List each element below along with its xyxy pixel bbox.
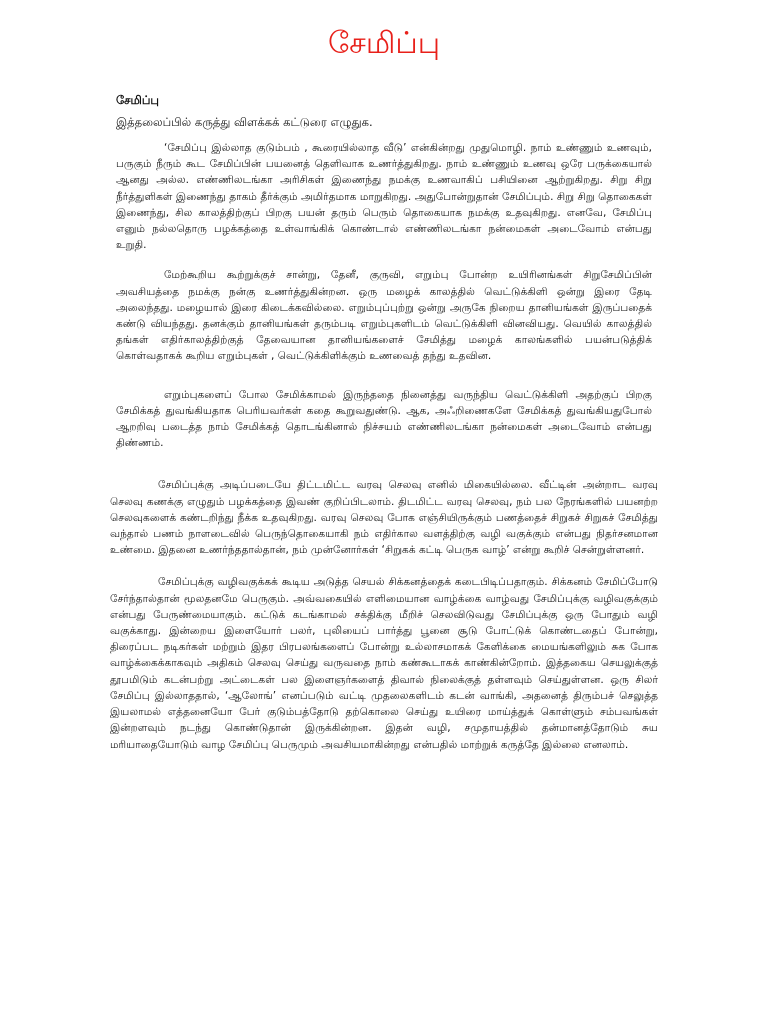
essay-paragraph-2: மேற்கூறிய கூற்றுக்குச் சான்று, தேனீ, குருவி, எறும்பு போன்ற உயிரினங்கள் சிறுசேமிப்பின் அவசியத்தை நமக்கு நன்கு உணர்த்துகின்றன. ஒரு மழைக் காலத்தில் வெட்டுக்கிளி ஒன்று இரை தேடி அலைந்தது. மழையால் இரை கிடைக்கவில்லை. எறும்புப்புற்று ஒன்று அருகே நிறைய தானியங்கள் இருப்பதைக் கண்டு வியந்தது. தனக்கும் தானியங்கள் தரும்படி எறும்புகளிடம் வெட்டுக்கிளி வினவியது. வெயில் காலத்தில் தங்கள் எதிர்காலத்திற்குத் தேவையான தானியங்களைச் சேமித்து மழைக் காலங்களில் பயன்படுத்திக் கொள்வதாகக் கூறிய எறும்புகள் , வெட்டுக்கிளிக்கும் உணவைத் தந்து உதவின. — [116, 269, 652, 363]
essay-paragraph-4: சேமிப்புக்கு அடிப்படையே திட்டமிட்ட வரவு செலவு எனில் மிகையில்லை. வீட்டின் அன்றாட வரவு செலவு கணக்கு எழுதும் பழக்கத்தை இவண் குறிப்பிடலாம். திடமிட்ட வரவு செலவு, நம் பல நேரங்களில் பயனற்ற செலவுகளைக் கண்டறிந்து நீக்க உதவுகிறது. வரவு செலவு போக எஞ்சியிருக்கும் பணத்தைச் சிறுகச் சிறுகச் சேமித்து வந்தால் பணம் நாளடைவில் பெருந்தொகையாகி நம் எதிர்கால வளத்திற்கு வழி வகுக்கும் என்பது நிதர்சனமான உண்மை. இதனை உணர்ந்ததால்தான், நம் முன்னோர்கள் ‘சிறுகக் கட்டி பெருக வாழ்’ என்று கூறிச் சென்றுள்ளனர். — [110, 479, 658, 557]
essay-subheading: சேமிப்பு — [116, 93, 159, 107]
essay-paragraph-1: ‘சேமிப்பு இல்லாத குடும்பம் , கூரையில்லாத வீடு’ என்கின்றது முதுமொழி. நாம் உண்ணும் உணவும், பருகும் நீரும் கூட சேமிப்பின் பயனைத் தெளிவாக உணர்த்துகிறது. நாம் உண்ணும் உணவு ஒரே பருக்கையால் ஆனது அல்ல. எண்ணிலடங்கா அரிசிகள் இணைந்து நமக்கு உணவாகிப் பசியினை ஆற்றுகிறது. சிறு சிறு நீர்த்துளிகள் இணைந்து தாகம் தீர்க்கும் அமிர்தமாக மாறுகிறது. அதுபோன்றுதான் சேமிப்பும். சிறு சிறு தொகைகள் இணைந்து, சில காலத்திற்குப் பிறகு பயன் தரும் பெரும் தொகையாக நமக்கு உதவுகிறது. எனவே, சேமிப்பு எனும் நல்லதொரு பழக்கத்தை உள்வாங்கிக் கொண்டால் எண்ணிலடங்கா நன்மைகள் அடைவோம் என்பது உறுதி. — [116, 142, 652, 252]
document-title: சேமிப்பு — [327, 26, 441, 61]
essay-paragraph-5: சேமிப்புக்கு வழிவகுக்கக் கூடிய அடுத்த செயல் சிக்கனத்தைக் கடைபிடிப்பதாகும். சிக்கனம் சேமிப்போடு சேர்ந்தால்தான் மூலதனமே பெருகும். அவ்வகையில் எளிமையான வாழ்க்கை வாழ்வது சேமிப்புக்கு வழிவகுக்கும் என்பது பேருண்மையாகும். கட்டுக் கடங்காமல் சக்திக்கு மீறிச் செலவிடுவது சேமிப்புக்கு ஒரு போதும் வழி வகுக்காது. இன்றைய இளையோர் பலர், புலியைப் பார்த்து பூனை சூடு போட்டுக் கொண்டதைப் போன்று, திரைப்பட நடிகர்கள் மற்றும் இதர பிரபலங்களைப் போன்று உல்லாசமாகக் கேளிக்கை மையங்களிலும் சுக போக வாழ்க்கைக்காகவும் அதிகம் செலவு செய்து வருவதை நாம் கண்கூடாகக் காண்கின்றோம். இத்தகைய செயலுக்குத் தூபமிடும் கடன்பற்று அட்டைகள் பல இளைஞர்களைத் திவால் நிலைக்குத் தள்ளவும் செய்துள்ளன. ஒரு சிலர் சேமிப்பு இல்லாததால், ‘ஆலோங்’ எனப்படும் வட்டி முதலைகளிடம் கடன் வாங்கி, அதனைத் திரும்பச் செலுத்த இயலாமல் எத்தனையோ பேர் குடும்பத்தோடு தற்கொலை செய்து உயிரை மாய்த்துக் கொள்ளும் சம்பவங்கள் இன்றளவும் நடந்து கொண்டுதான் இருக்கின்றன. இதன் வழி, சமுதாயத்தில் தன்மானத்தோடும் சுய மரியாதையோடும் வாழ சேமிப்பு பெருமும் அவசியமாகின்றது என்பதில் மாற்றுக் கருத்தே இல்லை எனலாம். — [110, 576, 658, 751]
document-body — [110, 92, 658, 753]
essay-paragraph-3: எறும்புகளைப் போல சேமிக்காமல் இருந்ததை நினைத்து வருந்திய வெட்டுக்கிளி அதற்குப் பிறகு சேமிக்கத் துவங்கியதாக பெரியவர்கள் கதை கூறுவதுண்டு. ஆக, அஃறிணைகளே சேமிக்கத் துவங்கியதுபோல் ஆறறிவு படைத்த நாம் சேமிக்கத் தொடங்கினால் நிச்சயம் எண்ணிலடங்கா நன்மைகள் அடைவோம் என்பது திண்ணம். — [116, 388, 652, 450]
essay-task-instruction: இத்தலைப்பில் கருத்து விளக்கக் கட்டுரை எழுதுக. — [116, 115, 373, 129]
